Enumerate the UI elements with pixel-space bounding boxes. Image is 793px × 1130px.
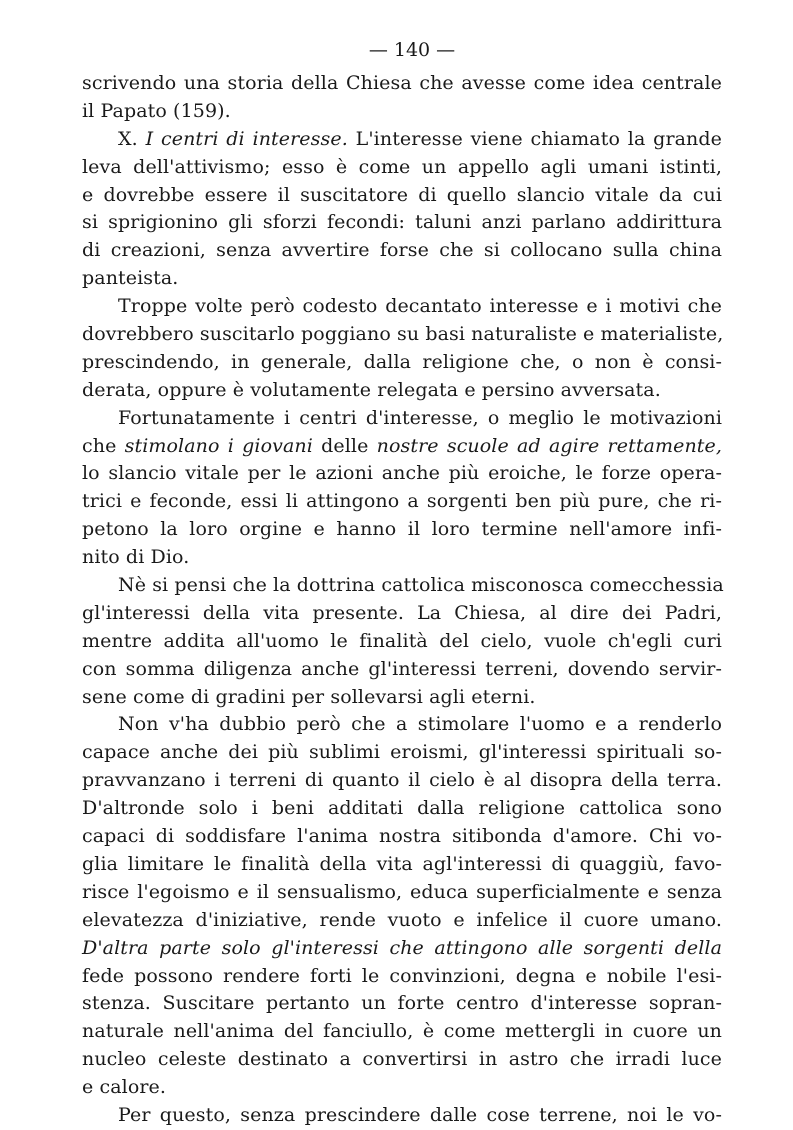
text-line: capace anche dei più sublimi eroismi, gl'interessi spirituali so- bbox=[82, 741, 722, 764]
text-line: naturale nell'anima del fanciullo, è come mettergli in cuore un bbox=[82, 1020, 722, 1043]
text-line: Non v'ha dubbio però che a stimolare l'uomo e a renderlo bbox=[118, 713, 722, 736]
text-line: stenza. Suscitare pertanto un forte centro d'interesse sopran- bbox=[82, 992, 722, 1015]
italic-span: stimolano i giovani bbox=[124, 434, 313, 457]
body-text bbox=[82, 70, 722, 1130]
text-line: sene come di gradini per sollevarsi agli eterni. bbox=[82, 685, 536, 708]
text-line: trici e feconde, essi li attingono a sorgenti ben più pure, che ri- bbox=[82, 490, 722, 513]
text-line: si sprigionino gli sforzi fecondi: taluni anzi parlano addirittura bbox=[82, 211, 722, 234]
text-line: elevatezza d'iniziative, rende vuoto e infelice il cuore umano. bbox=[82, 908, 722, 931]
text-span: X. bbox=[118, 127, 146, 150]
text-line: petono la loro orgine e hanno il loro termine nell'amore infi- bbox=[82, 518, 722, 541]
text-span: che bbox=[82, 434, 125, 457]
text-line: leva dell'attivismo; esso è come un appello agli umani istinti, bbox=[82, 155, 722, 178]
text-line bbox=[82, 433, 722, 461]
text-line bbox=[82, 126, 722, 154]
text-line: mentre addita all'uomo le finalità del cielo, vuole ch'egli curi bbox=[82, 629, 722, 652]
text-line: fede possono rendere forti le convinzioni, degna e nobile l'esi- bbox=[82, 964, 722, 987]
text-line: nucleo celeste destinato a convertirsi in astro che irradi luce bbox=[82, 1048, 722, 1071]
text-line: Troppe volte però codesto decantato interesse e i motivi che bbox=[118, 295, 722, 318]
italic-span: I centri di interesse. bbox=[145, 127, 348, 150]
page-number: — 140 — bbox=[368, 39, 456, 61]
text-line: nito di Dio. bbox=[82, 546, 190, 569]
text-line: Fortunatamente i centri d'interesse, o meglio le motivazioni bbox=[118, 406, 722, 429]
text-line: panteista. bbox=[82, 267, 179, 290]
text-line: scrivendo una storia della Chiesa che avesse come idea centrale bbox=[82, 72, 722, 94]
text-span: delle bbox=[312, 434, 377, 457]
text-line: con somma diligenza anche gl'interessi terreni, dovendo servir- bbox=[82, 657, 722, 680]
italic-span: D'altra parte solo gl'interessi che attingono alle sorgenti della bbox=[82, 936, 722, 959]
text-line: prescindendo, in generale, dalla religione che, o non è consi- bbox=[82, 350, 722, 373]
text-line: derata, oppure è volutamente relegata e persino avversata. bbox=[82, 378, 661, 401]
text-line: glia limitare le finalità della vita agl'interessi di quaggiù, favo- bbox=[82, 852, 722, 875]
text-line: Nè si pensi che la dottrina cattolica misconosca comecchessia bbox=[118, 574, 724, 597]
text-span: L'interesse viene chiamato la grande bbox=[347, 127, 723, 150]
text-line: gl'interessi della vita presente. La Chiesa, al dire dei Padri, bbox=[82, 601, 722, 624]
text-line: di creazioni, senza avvertire forse che si collocano sulla china bbox=[82, 239, 722, 262]
text-line: risce l'egoismo e il sensualismo, educa superficialmente e senza bbox=[82, 880, 722, 903]
text-line bbox=[82, 935, 722, 963]
text-line: D'altronde solo i beni additati dalla religione cattolica sono bbox=[82, 797, 722, 820]
page bbox=[82, 30, 722, 1130]
text-line: capaci di soddisfare l'anima nostra sitibonda d'amore. Chi vo- bbox=[82, 825, 722, 848]
italic-span: nostre scuole ad agire rettamente, bbox=[376, 434, 722, 457]
text-line: pravvanzano i terreni di quanto il cielo è al disopra della terra. bbox=[82, 769, 722, 792]
text-line: e dovrebbe essere il suscitatore di quello slancio vitale da cui bbox=[82, 183, 722, 206]
text-line: e calore. bbox=[82, 1076, 167, 1099]
text-line: Per questo, senza prescindere dalle cose terrene, noi le vo- bbox=[118, 1103, 722, 1126]
text-line: lo slancio vitale per le azioni anche più eroiche, le forze opera- bbox=[82, 462, 722, 485]
text-line: il Papato (159). bbox=[82, 99, 231, 122]
text-line: dovrebbero suscitarlo poggiano su basi naturaliste e materialiste, bbox=[82, 323, 724, 346]
